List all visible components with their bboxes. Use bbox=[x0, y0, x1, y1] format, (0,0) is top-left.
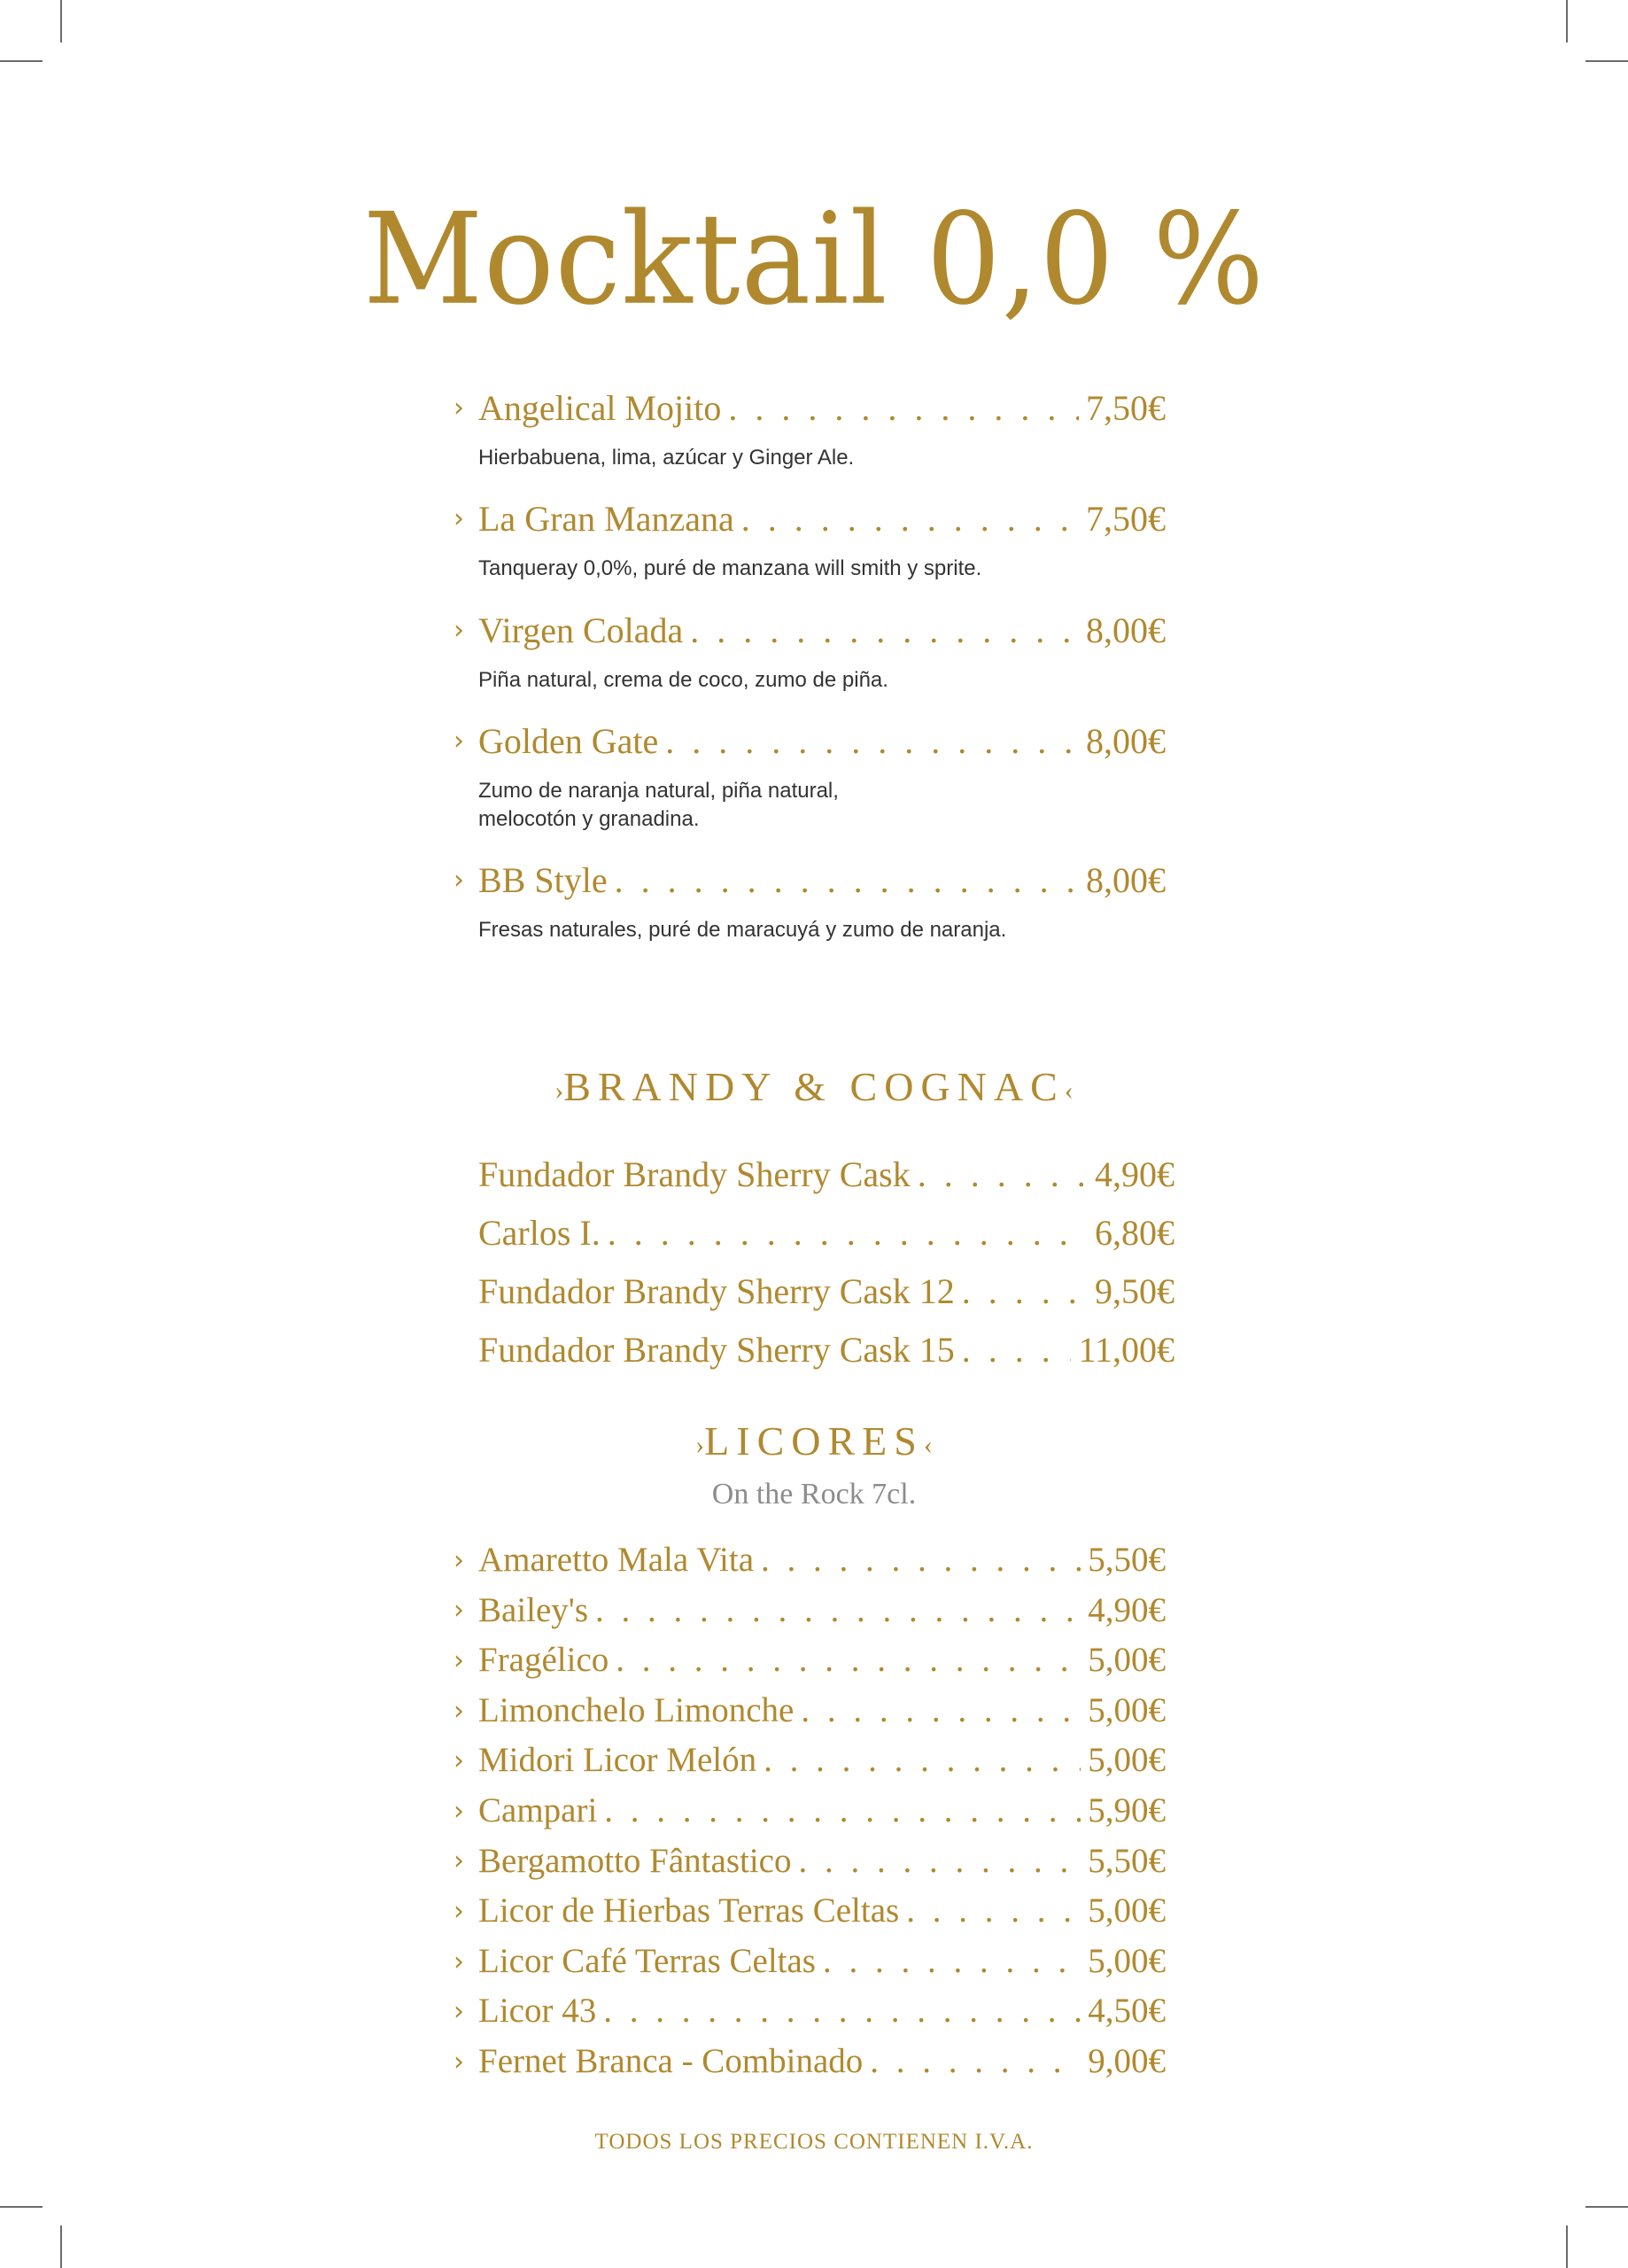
dot-leader bbox=[823, 1941, 1081, 1981]
dot-leader bbox=[962, 1270, 1088, 1312]
menu-item-row bbox=[454, 1590, 1166, 1630]
menu-item-row bbox=[454, 1891, 1166, 1930]
dot-leader bbox=[603, 1991, 1081, 2031]
item-name: Fundador Brandy Sherry Cask bbox=[478, 1154, 911, 1194]
menu-item-row bbox=[454, 859, 1166, 901]
item-description: Zumo de naranja natural, piña natural, bbox=[478, 779, 839, 803]
item-price: 5,00€ bbox=[1088, 1891, 1166, 1930]
item-price: 6,80€ bbox=[1095, 1213, 1174, 1253]
crop-mark-bottom-left-horizontal bbox=[0, 2206, 43, 2208]
item-description: Hierbabuena, lima, azúcar y Ginger Ale. bbox=[478, 446, 855, 470]
bullet-arrow-icon: › bbox=[454, 503, 464, 534]
item-name: Carlos I. bbox=[478, 1213, 601, 1253]
footer-note: TODOS LOS PRECIOS CONTIENEN I.V.A. bbox=[594, 2130, 1034, 2154]
dot-leader bbox=[615, 859, 1079, 901]
menu-item-row bbox=[454, 1690, 1166, 1730]
item-name: La Gran Manzana bbox=[478, 499, 734, 539]
dot-leader bbox=[741, 498, 1079, 540]
bullet-arrow-icon: › bbox=[454, 1896, 464, 1928]
item-name: Amaretto Mala Vita bbox=[478, 1541, 755, 1579]
item-price: 5,00€ bbox=[1088, 1641, 1166, 1680]
dot-leader bbox=[962, 1329, 1072, 1371]
menu-item-row bbox=[478, 1270, 1174, 1312]
dot-leader bbox=[801, 1690, 1081, 1730]
item-price: 5,00€ bbox=[1088, 1741, 1166, 1780]
item-price: 8,00€ bbox=[1086, 721, 1166, 761]
item-name: Fundador Brandy Sherry Cask 12 bbox=[478, 1271, 955, 1311]
item-price: 4,90€ bbox=[1095, 1154, 1174, 1194]
licores-heading bbox=[0, 1418, 1628, 1464]
item-price: 7,50€ bbox=[1086, 388, 1166, 428]
menu-item-row bbox=[454, 1640, 1166, 1680]
item-name: Fernet Branca - Combinado bbox=[478, 2042, 864, 2080]
item-name: Golden Gate bbox=[478, 721, 659, 761]
heading-arrow-left: › bbox=[695, 1430, 705, 1460]
item-description: melocotón y granadina. bbox=[478, 807, 700, 831]
item-description: Fresas naturales, puré de maracuyá y zumo de naranja. bbox=[478, 918, 1007, 942]
menu-item-row bbox=[454, 1941, 1166, 1981]
menu-item-row bbox=[454, 720, 1166, 762]
menu-item-row bbox=[454, 1790, 1166, 1830]
item-price: 5,00€ bbox=[1088, 1941, 1166, 1980]
page-title: Mocktail 0,0 % bbox=[363, 186, 1265, 334]
menu-item-row bbox=[478, 1153, 1174, 1195]
menu-item-row bbox=[454, 1540, 1166, 1580]
dot-leader bbox=[870, 2041, 1081, 2081]
crop-mark-top-right-horizontal bbox=[1585, 60, 1628, 62]
item-price: 5,50€ bbox=[1088, 1841, 1166, 1880]
item-price: 5,50€ bbox=[1088, 1541, 1166, 1579]
bullet-arrow-icon: › bbox=[454, 1845, 464, 1877]
menu-item-row bbox=[478, 1212, 1174, 1254]
dot-leader bbox=[665, 720, 1079, 762]
heading-arrow-right: ‹ bbox=[923, 1430, 933, 1460]
item-name: Midori Licor Melón bbox=[478, 1741, 757, 1780]
item-price: 4,90€ bbox=[1088, 1590, 1166, 1629]
item-price: 8,00€ bbox=[1086, 860, 1166, 900]
item-price: 9,00€ bbox=[1088, 2042, 1166, 2080]
item-name: Bergamotto Fântastico bbox=[478, 1841, 792, 1880]
menu-item-row bbox=[454, 1991, 1166, 2031]
bullet-arrow-icon: › bbox=[454, 865, 464, 896]
dot-leader bbox=[604, 1790, 1081, 1830]
item-name: Bailey's bbox=[478, 1590, 589, 1629]
item-price: 5,00€ bbox=[1088, 1690, 1166, 1729]
bullet-arrow-icon: › bbox=[454, 2046, 464, 2078]
item-price: 7,50€ bbox=[1086, 499, 1166, 539]
heading-arrow-right: ‹ bbox=[1064, 1076, 1074, 1106]
dot-leader bbox=[798, 1841, 1081, 1881]
bullet-arrow-icon: › bbox=[454, 392, 464, 423]
menu-item-row bbox=[454, 1841, 1166, 1881]
item-name: Licor 43 bbox=[478, 1992, 597, 2031]
bullet-arrow-icon: › bbox=[454, 1544, 464, 1576]
crop-mark-top-left-horizontal bbox=[0, 60, 43, 62]
item-description: Piña natural, crema de coco, zumo de piña. bbox=[478, 668, 888, 692]
dot-leader bbox=[595, 1590, 1081, 1630]
dot-leader bbox=[690, 610, 1079, 651]
item-name: Limonchelo Limonche bbox=[478, 1690, 795, 1729]
menu-item-row bbox=[454, 387, 1166, 429]
dot-leader bbox=[608, 1212, 1088, 1254]
dot-leader bbox=[761, 1540, 1081, 1580]
crop-mark-top-left-vertical bbox=[60, 0, 62, 43]
brandy-heading-text: BRANDY & COGNAC bbox=[563, 1064, 1065, 1109]
brandy-heading bbox=[0, 1063, 1628, 1110]
crop-mark-top-right-vertical bbox=[1566, 0, 1568, 43]
item-name: Fragélico bbox=[478, 1641, 609, 1680]
item-name: Campari bbox=[478, 1791, 598, 1829]
item-name: Fundador Brandy Sherry Cask 15 bbox=[478, 1330, 955, 1370]
bullet-arrow-icon: › bbox=[454, 1795, 464, 1827]
item-name: Angelical Mojito bbox=[478, 388, 722, 428]
menu-item-row bbox=[454, 1740, 1166, 1780]
bullet-arrow-icon: › bbox=[454, 1595, 464, 1627]
bullet-arrow-icon: › bbox=[454, 1745, 464, 1777]
item-name: BB Style bbox=[478, 860, 608, 900]
crop-mark-bottom-right-horizontal bbox=[1585, 2206, 1628, 2208]
menu-item-row bbox=[454, 610, 1166, 651]
item-price: 5,90€ bbox=[1088, 1791, 1166, 1829]
dot-leader bbox=[764, 1740, 1081, 1780]
item-price: 4,50€ bbox=[1088, 1992, 1166, 2031]
menu-item-row bbox=[478, 1329, 1174, 1371]
menu-item-row bbox=[454, 2041, 1166, 2081]
bullet-arrow-icon: › bbox=[454, 1695, 464, 1727]
dot-leader bbox=[728, 387, 1079, 429]
heading-arrow-left: › bbox=[554, 1076, 564, 1106]
crop-mark-bottom-right-vertical bbox=[1566, 2225, 1568, 2268]
item-description: Tanqueray 0,0%, puré de manzana will smith y sprite. bbox=[478, 556, 982, 580]
item-name: Licor Café Terras Celtas bbox=[478, 1941, 816, 1980]
bullet-arrow-icon: › bbox=[454, 726, 464, 757]
dot-leader bbox=[616, 1640, 1081, 1680]
bullet-arrow-icon: › bbox=[454, 1996, 464, 2028]
bullet-arrow-icon: › bbox=[454, 1645, 464, 1677]
item-name: Licor de Hierbas Terras Celtas bbox=[478, 1891, 900, 1930]
item-name: Virgen Colada bbox=[478, 610, 684, 650]
licores-subtitle: On the Rock 7cl. bbox=[711, 1478, 917, 1511]
dot-leader bbox=[918, 1153, 1088, 1195]
dot-leader bbox=[906, 1891, 1081, 1930]
bullet-arrow-icon: › bbox=[454, 1946, 464, 1977]
bullet-arrow-icon: › bbox=[454, 615, 464, 646]
item-price: 11,00€ bbox=[1078, 1330, 1174, 1370]
licores-heading-text: LICORES bbox=[704, 1418, 924, 1464]
menu-item-row bbox=[454, 498, 1166, 540]
crop-mark-bottom-left-vertical bbox=[60, 2225, 62, 2268]
item-price: 9,50€ bbox=[1095, 1271, 1174, 1311]
item-price: 8,00€ bbox=[1086, 610, 1166, 650]
